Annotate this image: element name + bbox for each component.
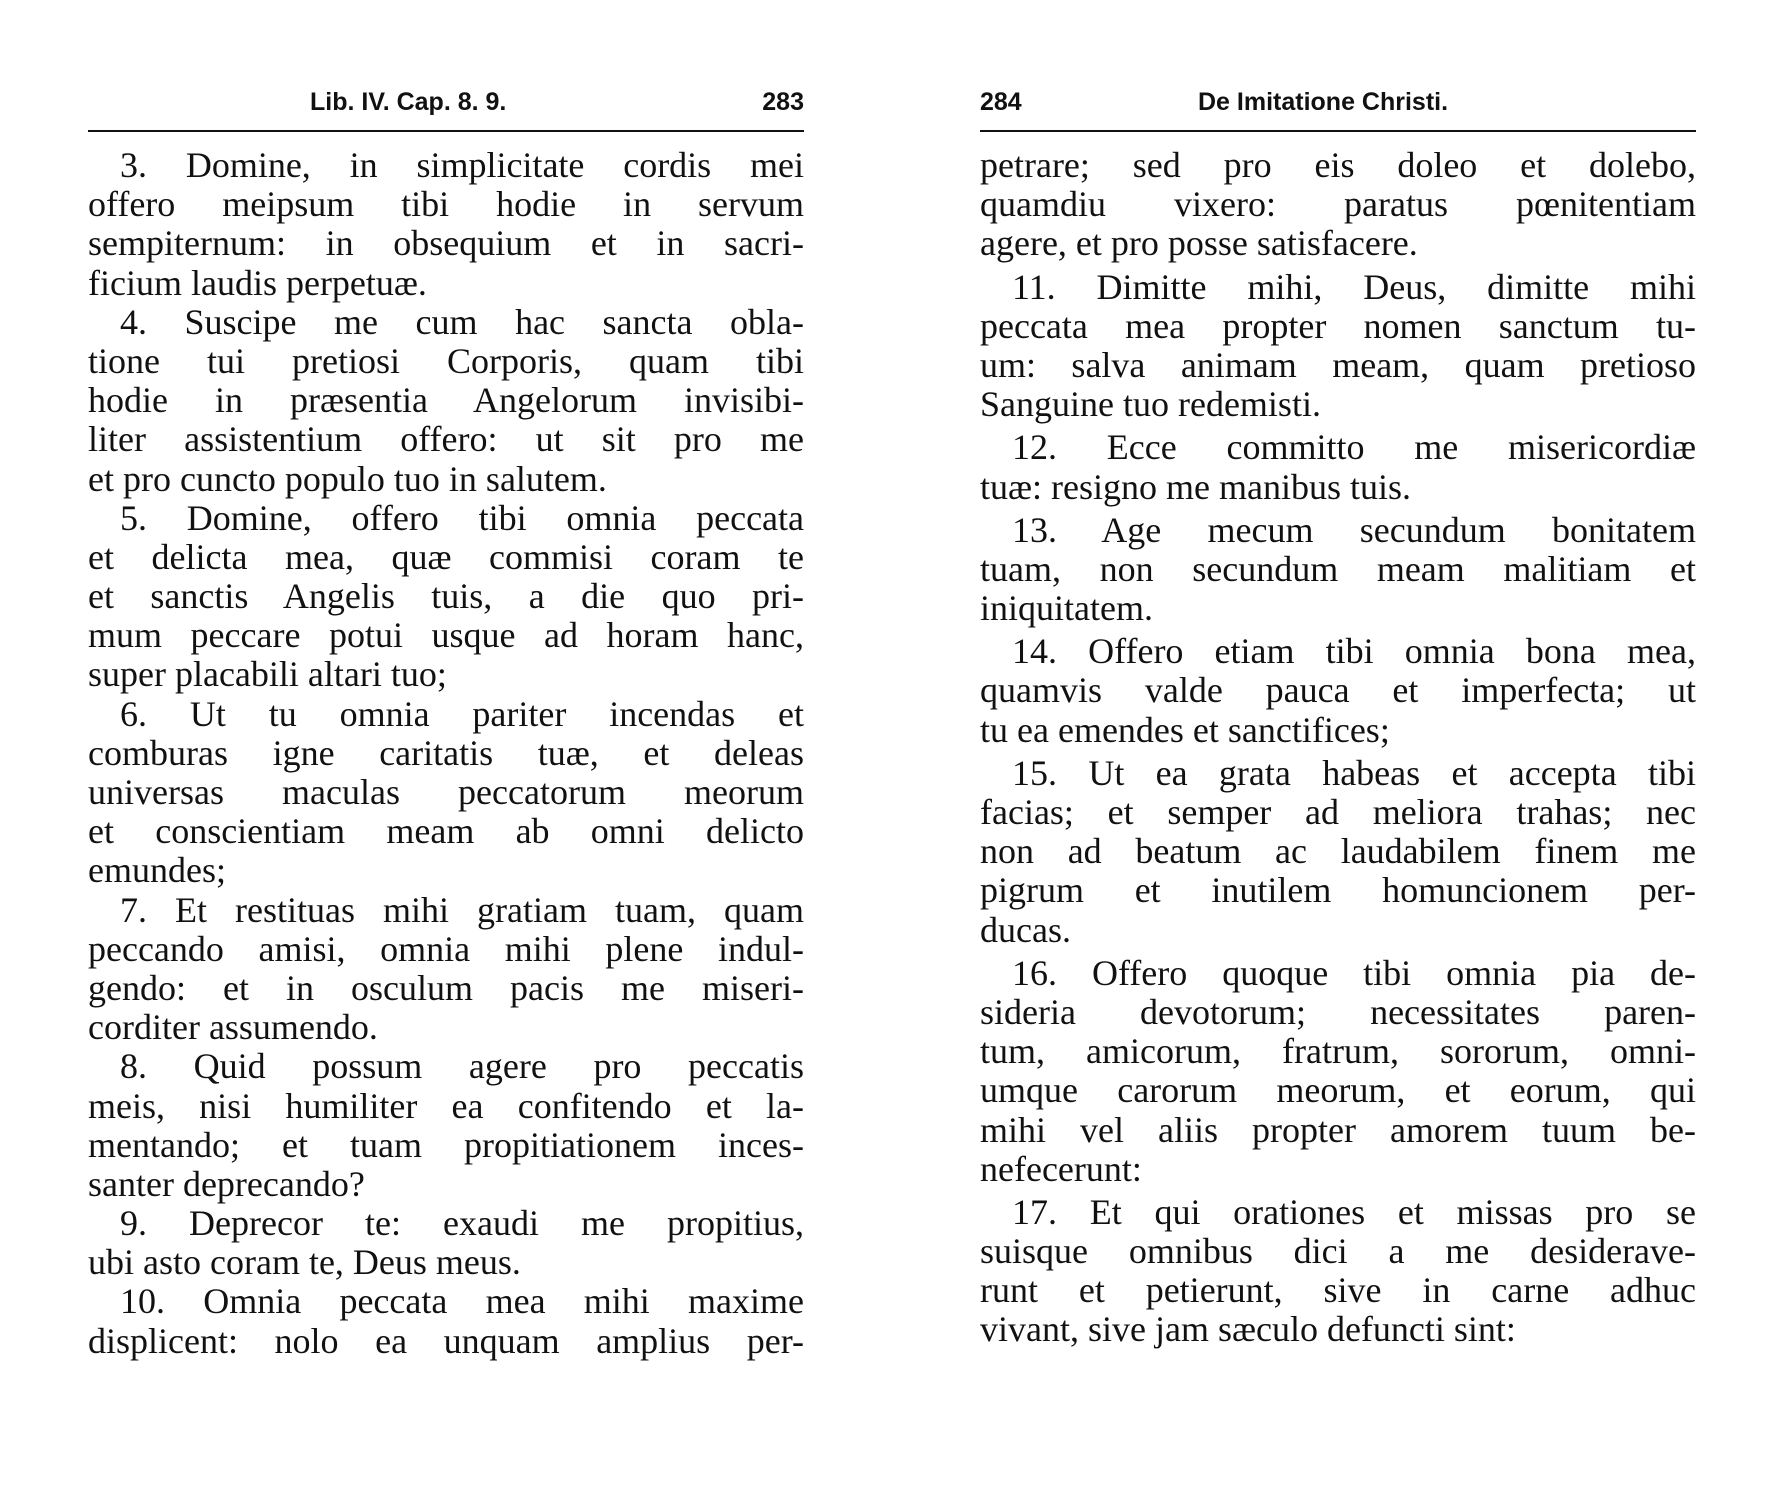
text-line: ducas. [980, 910, 1071, 950]
text-line: nefecerunt: [980, 1149, 1142, 1189]
text-line: mihi vel aliis propter amorem tuum be- [980, 1110, 1696, 1150]
right-page-number: 284 [980, 88, 1022, 116]
text-line: suisque omnibus dici a me desiderave- [980, 1232, 1696, 1272]
text-line: emundes; [88, 851, 226, 891]
text-line: 9. Deprecor te: exaudi me propitius, [120, 1204, 804, 1244]
text-line: gendo: et in osculum pacis me miseri- [88, 968, 804, 1008]
text-line: 14. Offero etiam tibi omnia bona mea, [1012, 632, 1696, 672]
text-line: 15. Ut ea grata habeas et accepta tibi [1012, 753, 1696, 793]
text-line: 6. Ut tu omnia pariter incendas et [120, 694, 804, 734]
text-line: ficium laudis perpetuæ. [88, 263, 427, 303]
text-line: runt et petierunt, sive in carne adhuc [980, 1271, 1696, 1311]
text-line: tum, amicorum, fratrum, sororum, omni- [980, 1032, 1696, 1072]
text-line: super placabili altari tuo; [88, 655, 447, 695]
text-line: et sanctis Angelis tuis, a die quo pri- [88, 577, 804, 617]
text-line: petrare; sed pro eis doleo et dolebo, [980, 146, 1696, 185]
text-line: quamdiu vixero: paratus pœnitentiam [980, 185, 1696, 225]
text-line: 7. Et restituas mihi gratiam tuam, quam [120, 890, 804, 930]
text-line: um: salva animam meam, quam pretioso [980, 345, 1696, 385]
text-line: 13. Age mecum secundum bonitatem [1012, 510, 1696, 550]
right-page [980, 0, 1696, 1500]
text-line: tu ea emendes et sanctifices; [980, 710, 1390, 750]
text-line: non ad beatum ac laudabilem finem me [980, 832, 1696, 872]
text-line: iniquitatem. [980, 589, 1153, 629]
left-header-rule [88, 130, 804, 132]
left-page-number: 283 [762, 88, 804, 116]
text-line: 3. Domine, in simplicitate cordis mei [120, 146, 804, 185]
left-running-head [88, 82, 804, 122]
text-line: 11. Dimitte mihi, Deus, dimitte mihi [1012, 267, 1696, 307]
text-line: tuam, non secundum meam malitiam et [980, 549, 1696, 589]
text-line: peccata mea propter nomen sanctum tu- [980, 306, 1696, 346]
text-line: sempiternum: in obsequium et in sacri- [88, 224, 804, 264]
text-line: 5. Domine, offero tibi omnia peccata [120, 498, 804, 538]
text-line: liter assistentium offero: ut sit pro me [88, 420, 804, 460]
text-line: displicent: nolo ea unquam amplius per- [88, 1321, 804, 1361]
text-line: et pro cuncto populo tuo in salutem. [88, 459, 607, 499]
text-line: sideria devotorum; necessitates paren- [980, 992, 1696, 1032]
text-line: hodie in præsentia Angelorum invisibi- [88, 381, 804, 421]
text-line: 12. Ecce committo me misericordiæ [1012, 428, 1696, 468]
text-line: Sanguine tuo redemisti. [980, 385, 1321, 425]
text-line: vivant, sive jam sæculo defuncti sint: [980, 1310, 1516, 1350]
text-line: facias; et semper ad meliora trahas; nec [980, 793, 1696, 832]
text-line: et delicta mea, quæ commisi coram te [88, 537, 804, 577]
left-body-text [88, 146, 804, 1361]
text-line: umque carorum meorum, et eorum, qui [980, 1071, 1696, 1111]
right-running-title: De Imitatione Christi. [1198, 88, 1449, 116]
text-line: mum peccare potui usque ad horam hanc, [88, 616, 804, 656]
text-line: comburas igne caritatis tuæ, et deleas [88, 733, 804, 773]
text-line: tuæ: resigno me manibus tuis. [980, 467, 1411, 507]
text-line: pigrum et inutilem homuncionem per- [980, 871, 1696, 911]
text-line: corditer assumendo. [88, 1008, 378, 1048]
text-line: quamvis valde pauca et imperfecta; ut [980, 671, 1696, 711]
text-line: tione tui pretiosi Corporis, quam tibi [88, 341, 804, 381]
text-line: meis, nisi humiliter ea confitendo et la- [88, 1086, 804, 1126]
left-page [88, 0, 804, 1500]
text-line: universas maculas peccatorum meorum [88, 773, 804, 812]
text-line: offero meipsum tibi hodie in servum [88, 185, 804, 225]
text-line: et conscientiam meam ab omni delicto [88, 812, 804, 852]
right-body-text [980, 146, 1696, 1350]
left-running-title: Lib. IV. Cap. 8. 9. [310, 88, 507, 116]
text-line: 4. Suscipe me cum hac sancta obla- [120, 302, 804, 342]
text-line: 10. Omnia peccata mea mihi maxime [120, 1282, 804, 1322]
text-line: santer deprecando? [88, 1164, 365, 1204]
text-line: 16. Offero quoque tibi omnia pia de- [1012, 953, 1696, 993]
text-line: 17. Et qui orationes et missas pro se [1012, 1192, 1696, 1232]
text-line: 8. Quid possum agere pro peccatis [120, 1047, 804, 1087]
text-line: mentando; et tuam propitiationem inces- [88, 1125, 804, 1165]
right-running-head [980, 82, 1696, 122]
text-line: peccando amisi, omnia mihi plene indul- [88, 929, 804, 969]
text-line: ubi asto coram te, Deus meus. [88, 1243, 521, 1283]
right-header-rule [980, 130, 1696, 132]
text-line: agere, et pro posse satisfacere. [980, 224, 1418, 264]
